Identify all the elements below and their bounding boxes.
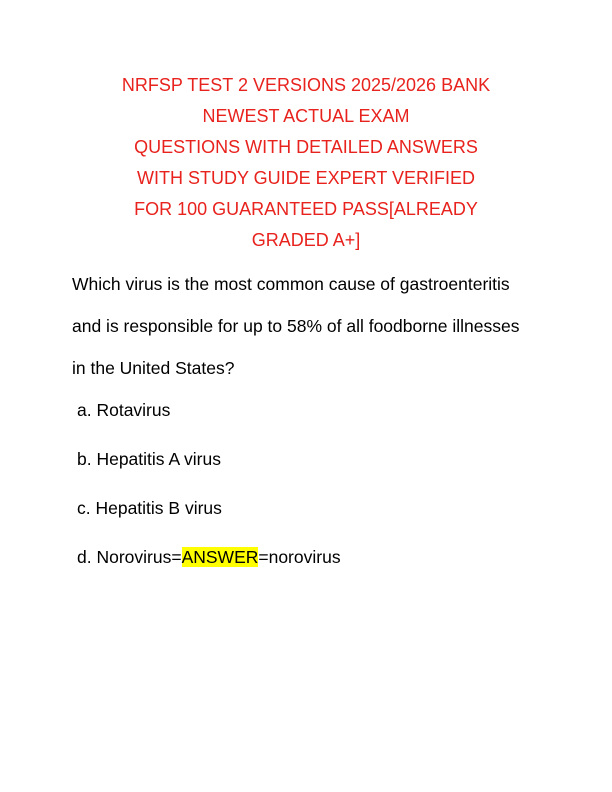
question-line: in the United States?: [72, 358, 235, 378]
option-c: c. Hepatitis B virus: [77, 498, 222, 518]
option-a: a. Rotavirus: [77, 400, 171, 420]
option-b: b. Hepatitis A virus: [77, 449, 221, 469]
title-line: WITH STUDY GUIDE EXPERT VERIFIED: [136, 168, 476, 188]
option-d: [77, 546, 341, 568]
option-d-answer: =norovirus: [258, 547, 341, 567]
title-line: FOR 100 GUARANTEED PASS[ALREADY: [134, 199, 478, 219]
question-line: and is responsible for up to 58% of all foodborne illnesses: [72, 316, 520, 336]
title-line: NRFSP TEST 2 VERSIONS 2025/2026 BANK: [121, 75, 491, 95]
title-line: GRADED A+]: [251, 230, 361, 250]
title-line: NEWEST ACTUAL EXAM: [202, 106, 410, 126]
title-line: QUESTIONS WITH DETAILED ANSWERS: [134, 137, 478, 157]
question-text: [72, 263, 552, 389]
option-d-text: d. Norovirus=: [77, 547, 182, 567]
answer-highlight: ANSWER: [181, 547, 259, 567]
document-title: [0, 70, 612, 256]
question-line: Which virus is the most common cause of gastroenteritis: [72, 274, 510, 294]
